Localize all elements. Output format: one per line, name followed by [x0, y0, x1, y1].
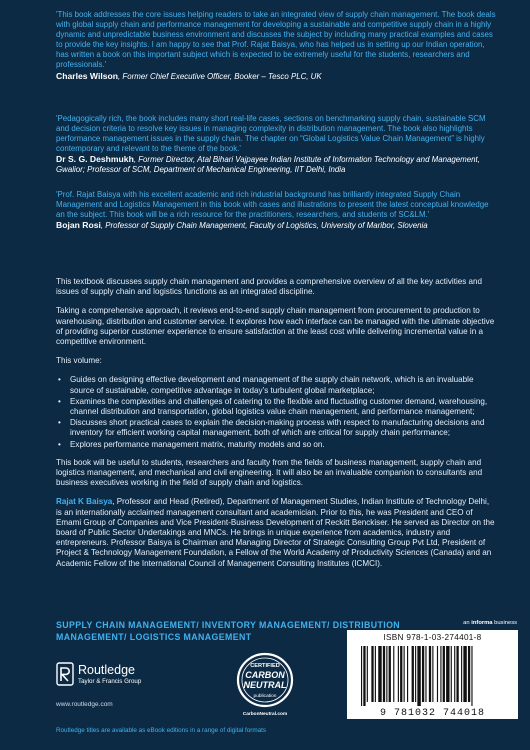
endorsement-attribution [56, 71, 496, 82]
barcode-bar [378, 646, 381, 702]
endorsement-attribution [56, 220, 496, 231]
barcode-bar [417, 646, 420, 706]
this-volume-label: This volume: [56, 356, 102, 366]
carbon-neutral-line4: publication [253, 694, 277, 699]
barcode-digits: 9 781032 744018 [379, 708, 486, 719]
barcode-bar [471, 646, 472, 706]
publisher-group: Taylor & Francis Group [78, 678, 142, 685]
endorser-affiliation: , Former Director, Atal Bihari Vajpayee Indian Institute of Information Technology and Management, Gwalior; Professor of SCM, Department of Mechanical Engineering, IIT Delhi, India [56, 155, 480, 175]
carbon-neutral-icon [236, 652, 294, 708]
endorser-affiliation: , Former Chief Executive Officer, Booker – Tesco PLC, UK [118, 71, 322, 81]
barcode-bar [371, 646, 373, 702]
barcode-bar [415, 646, 416, 702]
routledge-mark-icon [56, 662, 74, 686]
carbon-neutral-badge [232, 652, 298, 722]
barcode-bar [437, 646, 438, 702]
list-item: • Explores performance management matrix, maturity models and so on. [56, 440, 496, 450]
barcode-bar [400, 646, 402, 702]
barcode-bar [461, 646, 462, 702]
endorsement-text: 'Pedagogically rich, the book includes many short real-life cases, sections on benchmarking supply chain, sustainable SCM and decision criteria to resolve key issues in managing complexity in distribution management. The book also highlights performance management issues in the supply chain. The chapter on “Global Logistics Value Chain Management” is highly contemporary and relevant to the theme of the book.' [56, 114, 486, 154]
book-description [56, 277, 496, 578]
approach-paragraph: Taking a comprehensive approach, it reviews end-to-end supply chain management from procurement to production to warehousing, distribution and customer service. It explores how each interface can be managed with the ultimate objective of providing superior customer experience to ensure satisfaction at the least cost while delivering incremental value in a competitive environment. [56, 306, 495, 347]
informa-brand: informa [471, 620, 493, 626]
barcode-bar [404, 646, 405, 702]
barcode-bar [375, 646, 376, 702]
barcode-bar [389, 646, 391, 702]
carbon-neutral-line2: CARBON [245, 670, 285, 680]
endorsements [0, 0, 530, 270]
list-item: • Discusses short practical cases to explain the decision-making process with respect to manufacturing decisions and inventory for efficient working capital management, both of which are critical for supply chain performance; [56, 418, 496, 438]
informa-tagline [405, 620, 517, 626]
author-bio-text: , Professor and Head (Retired), Department of Management Studies, Indian Institute of Technology Delhi, is an internationally acclaimed management consultant and academician. Prior to this, he was President and CEO of Emami Group of Companies and Vice President-Business Development of Reckitt Benckiser. He served as Director on the board of Public Sector Undertakings and MNCs. He brings in unique experience from academics, industry and entrepreneurs. Professor Baisya is Chairman and Managing Director of Strategic Consulting Group Pvt Ltd, President of Project & Technology Management Foundation, a Fellow of the World Academy of Productivity Sciences (Canada) and an Academic Fellow of the International Council of Management Consulting Institutes (ICMCI). [56, 497, 495, 568]
barcode-bar [398, 646, 399, 702]
carbon-neutral-line3: NEUTRAL [243, 680, 287, 690]
barcode-bar [412, 646, 414, 702]
endorsement-2 [56, 114, 496, 176]
routledge-logo [56, 662, 186, 688]
barcode-bar [361, 646, 362, 706]
barcode-bar [440, 646, 441, 702]
endorser-name: Charles Wilson [56, 70, 119, 81]
barcode-bar [363, 646, 365, 706]
barcode-bar [463, 646, 466, 702]
barcode-bar [451, 646, 452, 702]
author-bio [56, 497, 496, 568]
audience-paragraph: This book will be useful to students, researchers and faculty from the fields of business management, supply chain and logistics management, and mechanical and civil engineering. It will also be an invaluable companion to consultants and business executives working in the field of supply chain and logistics. [56, 457, 483, 488]
publisher-name: Routledge [78, 663, 135, 677]
ebook-note: Routledge titles are available as eBook editions in a range of digital formats [56, 727, 267, 734]
barcode-bar [407, 646, 408, 702]
informa-prefix: an [463, 620, 472, 626]
intro-paragraph: This textbook discusses supply chain management and provides a comprehensive overview of all the key activities and issues of supply chain and logistics functions as an integrated discipline. [56, 277, 483, 297]
barcode-bar [446, 646, 449, 702]
barcode-bar [367, 646, 368, 702]
list-item: • Examines the complexities and challenges of catering to the flexible and fluctuating customer demand, warehousing, channel distribution and transportation, global logistics value chain management, and performance management; [56, 397, 496, 417]
endorser-affiliation: , Professor of Supply Chain Management, Faculty of Logistics, University of Maribor, Slovenia [100, 221, 428, 231]
barcode-bar [425, 646, 426, 702]
barcode-bar [432, 646, 433, 702]
barcode-bar [383, 646, 385, 702]
barcode-bar [393, 646, 394, 702]
barcode-bar [429, 646, 431, 702]
endorsement-3 [56, 190, 496, 231]
barcode-bar [443, 646, 445, 702]
endorsement-text: 'Prof. Rajat Baisya with his excellent academic and rich industrial background has brilliantly integrated Supply Chain Management and Logistics Management in this book with cases and illustrations to present the latest conceptual knowledge an the subject. This book will be a rich resource for the practitioners, researchers, and students of SC&LM.' [56, 190, 489, 220]
author-name: Rajat K Baisya [56, 497, 113, 507]
barcode-bar [454, 646, 455, 702]
barcode-bar [422, 646, 424, 702]
isbn-barcode [347, 630, 518, 719]
publisher-url: www.routledge.com [56, 701, 113, 708]
subject-categories: SUPPLY CHAIN MANAGEMENT/ INVENTORY MANAGEMENT/ DISTRIBUTION MANAGEMENT/ LOGISTICS MANAGEMENT [56, 620, 401, 642]
barcode-bar [468, 646, 470, 702]
feature-list [56, 375, 496, 449]
endorser-name: Dr S. G. Deshmukh [56, 154, 134, 165]
carbon-neutral-url: CarbonNeutral.com [242, 712, 288, 717]
list-item: • Guides on designing effective development and management of the supply chain network, which is an invaluable source of sustainable, competitive advantage in today’s turbulent global marketplace; [56, 375, 496, 395]
barcode-bar [456, 646, 458, 702]
endorsement-1 [56, 10, 496, 82]
informa-suffix: business [492, 620, 517, 626]
barcode-icon [347, 644, 518, 719]
isbn-number: ISBN 978-1-03-274401-8 [383, 633, 482, 642]
endorsement-text: 'This book addresses the core issues helping readers to take an integrated view of supply chain management. The book deals with global supply chain and performance management for developing a sustainable and competitive supply chain in a highly dynamic and unpredictable business environment and discusses the subject by including many practical examples and cases to provide the key insights. I am happy to see that Prof. Rajat Baisya, who has helped us in setting up our Indian operation, has written a book on this important subject which is expected to be extremely useful for the students, researchers and professionals.' [56, 10, 496, 70]
endorser-name: Bojan Rosi [56, 220, 101, 231]
barcode-bar [386, 646, 387, 702]
endorsement-attribution [56, 154, 496, 175]
carbon-neutral-line1: CERTIFIED [250, 663, 280, 669]
